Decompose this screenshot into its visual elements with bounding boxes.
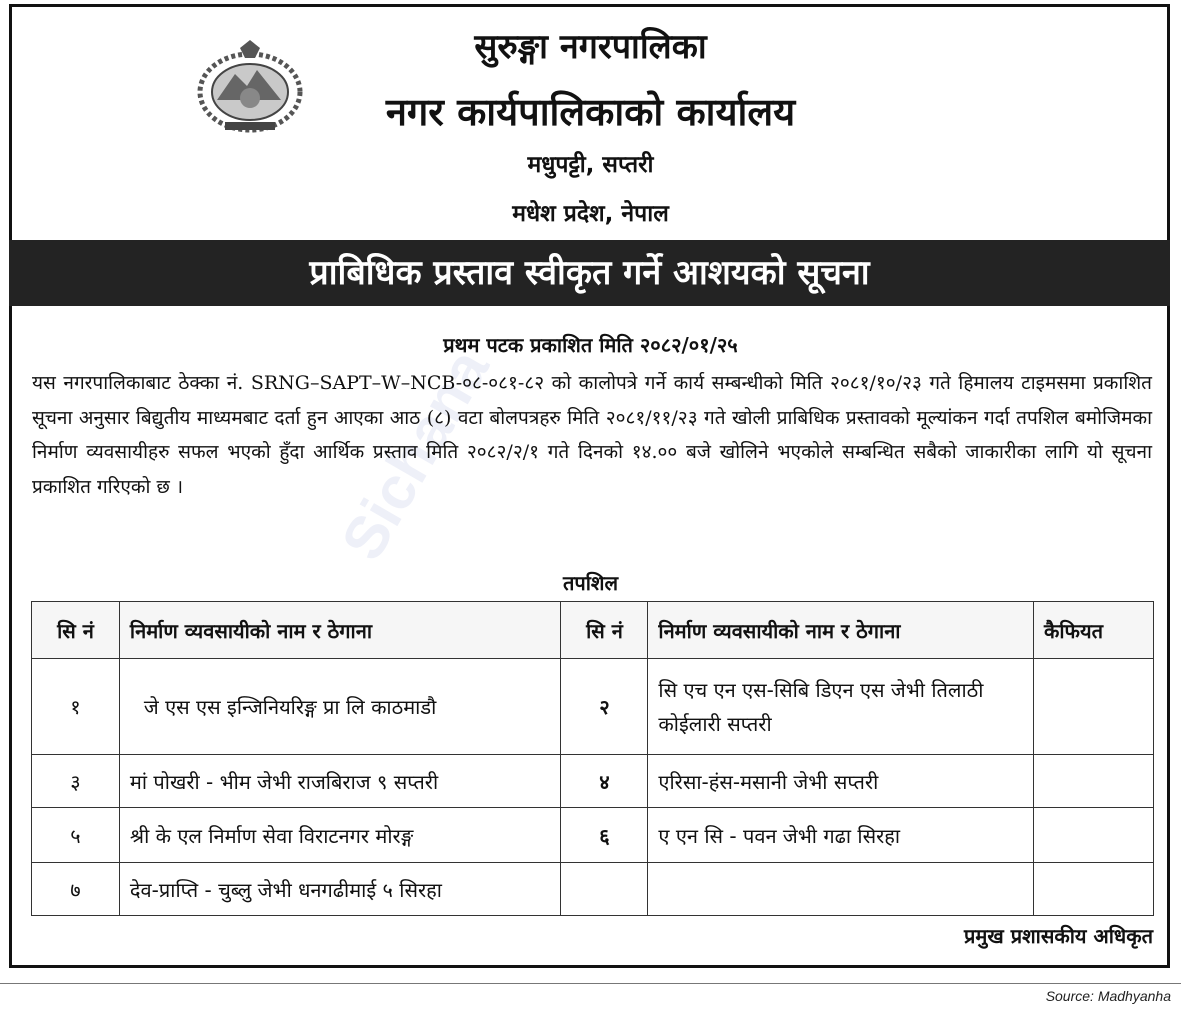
contractor-cell: एरिसा-हंस-मसानी जेभी सप्तरी: [648, 755, 1034, 808]
source-credit: Source: Madhyanha: [1045, 988, 1171, 1004]
table-header-row: [32, 602, 1154, 659]
published-date: प्रथम पटक प्रकाशित मिति २०८२/०१/२५: [443, 333, 738, 357]
remarks-cell: [1034, 659, 1154, 755]
contractor-table: [31, 601, 1154, 916]
table-row: [32, 755, 1154, 808]
header-contractor-1: निर्माण व्यवसायीको नाम र ठेगाना: [119, 602, 561, 659]
footer-divider: [0, 983, 1181, 984]
remarks-cell: [1034, 755, 1154, 808]
office-name: नगर कार्यपालिकाको कार्यालय: [385, 90, 796, 134]
contractor-cell: श्री के एल निर्माण सेवा विराटनगर मोरङ्ग: [119, 808, 561, 863]
watermark: Sichana: [328, 338, 502, 571]
serial-cell: ३: [32, 755, 120, 808]
header-serial-1: सि नं: [32, 602, 120, 659]
header-remarks: कैफियत: [1034, 602, 1154, 659]
table-title: तपशिल: [562, 571, 619, 595]
contractor-cell: सि एच एन एस-सिबि डिएन एस जेभी तिलाठी कोईलारी सप्तरी: [648, 659, 1034, 755]
serial-cell: ५: [32, 808, 120, 863]
table-row: [32, 808, 1154, 863]
contractor-cell: जे एस एस इन्जिनियरिङ्ग प्रा लि काठमाडौ: [119, 659, 561, 755]
contractor-cell: ए एन सि - पवन जेभी गढा सिरहा: [648, 808, 1034, 863]
serial-cell: १: [32, 659, 120, 755]
signatory-title: प्रमुख प्रशासकीय अधिकृत: [964, 924, 1153, 948]
serial-cell: २: [561, 659, 648, 755]
remarks-cell: [1034, 808, 1154, 863]
serial-cell: ६: [561, 808, 648, 863]
notice-body-paragraph: यस नगरपालिकाबाट ठेक्का नं. SRNG–SAPT–W–NCB-०८-०८१-८२ को कालोपत्रे गर्ने कार्य सम्बन्धीको मिति २०८१/१०/२३ गते हिमालय टाइमसमा प्रकाशित सूचना अनुसार बिद्युतीय माध्यमबाट दर्ता हुन आएका आठ (८) वटा बोलपत्रहरु मिति २०८१/११/२३ गते खोली प्राबिधिक प्रस्तावको मूल्यांकन गर्दा तपशिल बमोजिमका निर्माण व्यवसायीहरु सफल भएको हुँदा आर्थिक प्रस्ताव मिति २०८२/२/१ गते दिनको १४.०० बजे खोलिने भएकोले सम्बन्धित सबैको जाकारीका लागि यो सूचना प्रकाशित गरिएको छ ।: [32, 372, 1152, 498]
serial-cell: [561, 863, 648, 916]
table-row: [32, 659, 1154, 755]
header-serial-2: सि नं: [561, 602, 648, 659]
municipality-name: सुरुङ्गा नगरपालिका: [474, 27, 707, 67]
contractor-cell: मां पोखरी - भीम जेभी राजबिराज ९ सप्तरी: [119, 755, 561, 808]
contractor-cell: [648, 863, 1034, 916]
serial-cell: ७: [32, 863, 120, 916]
contractor-cell: देव-प्राप्ति - चुब्लु जेभी धनगढीमाई ५ सिरहा: [119, 863, 561, 916]
serial-cell: ४: [561, 755, 648, 808]
office-location: मधुपट्टी, सप्तरी: [527, 152, 654, 178]
table-row: [32, 863, 1154, 916]
remarks-cell: [1034, 863, 1154, 916]
header-contractor-2: निर्माण व्यवसायीको नाम र ठेगाना: [648, 602, 1034, 659]
notice-title-banner: प्राबिधिक प्रस्ताव स्वीकृत गर्ने आशयको सूचना: [9, 240, 1170, 306]
office-province: मधेश प्रदेश, नेपाल: [512, 201, 669, 227]
